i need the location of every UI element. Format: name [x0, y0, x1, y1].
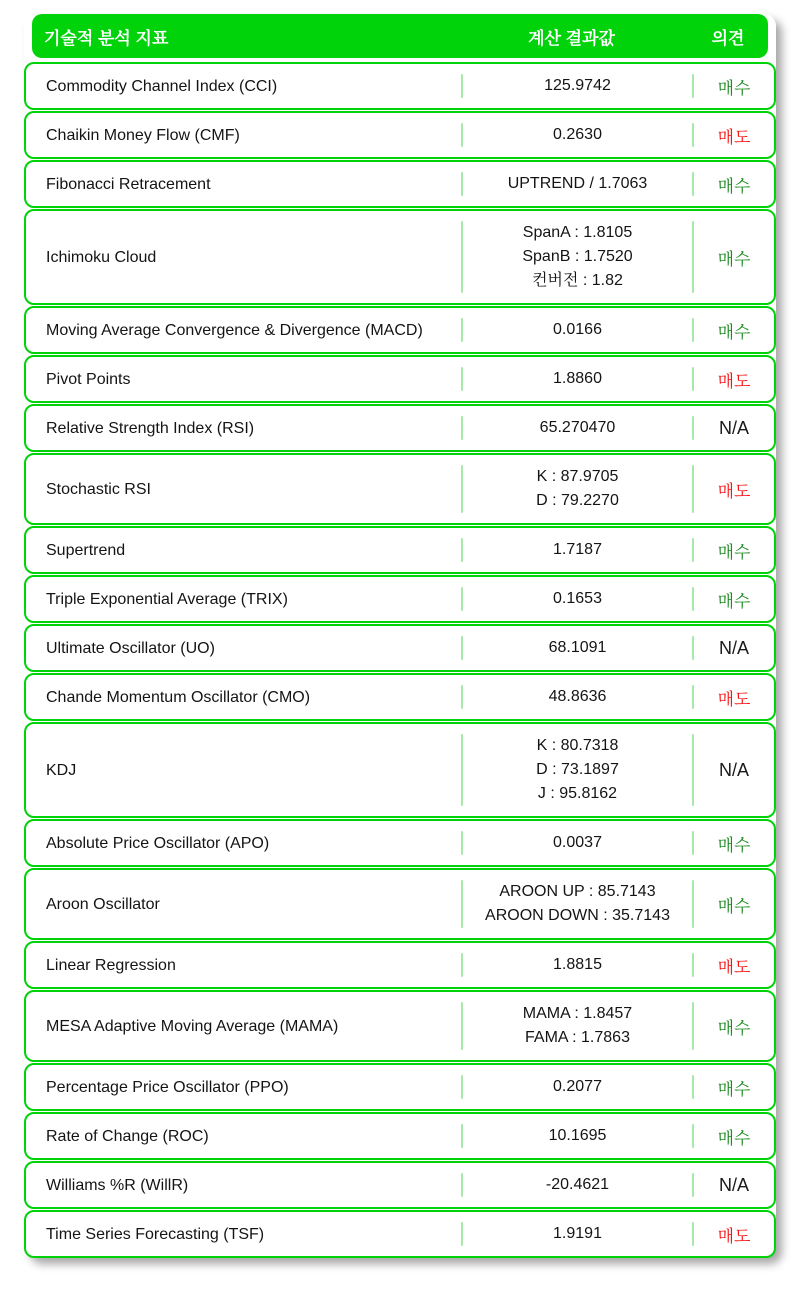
indicator-value-line: 0.2630	[553, 126, 602, 143]
indicator-value-line: SpanA : 1.8105	[522, 224, 633, 241]
indicator-value	[463, 308, 692, 352]
indicator-value-line: -20.4621	[545, 1176, 610, 1193]
indicator-name: Stochastic RSI	[46, 480, 151, 498]
opinion-label: N/A	[718, 637, 749, 658]
opinion-label: 매도	[717, 371, 751, 391]
indicator-value-line: 0.0037	[553, 834, 602, 851]
indicator-name: Time Series Forecasting (TSF)	[46, 1225, 265, 1243]
indicator-value-line: 10.1695	[548, 1127, 607, 1144]
indicator-value-line: 1.7187	[553, 541, 602, 558]
indicator-value-line: SpanB : 1.7520	[522, 248, 633, 265]
indicator-name: Commodity Channel Index (CCI)	[46, 77, 278, 95]
opinion-label: 매수	[717, 835, 751, 855]
indicator-value-line: FAMA : 1.7863	[525, 1029, 630, 1046]
table-row	[24, 62, 776, 110]
indicator-value	[463, 1212, 692, 1256]
header-opinion-column: 의견	[711, 28, 745, 48]
indicator-name: Pivot Points	[46, 370, 131, 388]
indicator-value	[463, 821, 692, 865]
indicator-value	[463, 577, 692, 621]
opinion-label: 매도	[717, 957, 751, 977]
table-row	[24, 941, 776, 989]
table-row	[24, 624, 776, 672]
table-row	[24, 453, 776, 525]
opinion-label: 매수	[717, 249, 751, 269]
indicator-name: Fibonacci Retracement	[46, 175, 211, 193]
indicator-value	[463, 1114, 692, 1158]
table-row	[24, 722, 776, 818]
indicator-value	[463, 113, 692, 157]
opinion-label: 매수	[717, 1018, 751, 1038]
indicator-value	[463, 1065, 692, 1109]
table-row	[24, 1063, 776, 1111]
table-row	[24, 160, 776, 208]
opinion-label: 매수	[717, 896, 751, 916]
indicator-value	[463, 675, 692, 719]
indicator-name: Absolute Price Oscillator (APO)	[46, 834, 270, 852]
indicator-value	[463, 992, 692, 1060]
table-row	[24, 990, 776, 1062]
opinion-label: 매수	[717, 591, 751, 611]
indicator-name: KDJ	[46, 761, 77, 779]
technical-indicator-table	[24, 14, 776, 1258]
opinion-label: 매수	[717, 176, 751, 196]
indicator-name: Chande Momentum Oscillator (CMO)	[46, 688, 311, 706]
indicator-value-line: AROON UP : 85.7143	[499, 883, 656, 900]
table-row	[24, 306, 776, 354]
table-row	[24, 819, 776, 867]
opinion-label: 매수	[717, 78, 751, 98]
indicator-value	[463, 211, 692, 303]
indicator-value-line: D : 79.2270	[536, 492, 619, 509]
indicator-value	[463, 455, 692, 523]
opinion-label: N/A	[718, 417, 749, 438]
header-indicator-column: 기술적 분석 지표	[44, 28, 169, 48]
table-row	[24, 111, 776, 159]
indicator-name: Rate of Change (ROC)	[46, 1127, 209, 1145]
indicator-value	[463, 1163, 692, 1207]
indicator-name: Aroon Oscillator	[46, 895, 160, 913]
indicator-value	[463, 528, 692, 572]
indicator-value-line: 1.8860	[553, 370, 602, 387]
indicator-name: Ultimate Oscillator (UO)	[46, 639, 215, 657]
opinion-label: 매수	[717, 542, 751, 562]
indicator-value	[463, 870, 692, 938]
indicator-value-line: 0.0166	[553, 321, 602, 338]
opinion-label: 매도	[717, 689, 751, 709]
indicator-value	[463, 64, 692, 108]
indicator-value-line: 1.8815	[553, 956, 602, 973]
indicator-name: Relative Strength Index (RSI)	[46, 419, 255, 437]
table-row	[24, 355, 776, 403]
indicator-value	[463, 357, 692, 401]
indicator-value	[463, 162, 692, 206]
indicator-value	[463, 406, 692, 450]
indicator-name: Triple Exponential Average (TRIX)	[46, 590, 288, 608]
table-row	[24, 526, 776, 574]
indicator-value-line: 125.9742	[544, 77, 611, 94]
table-row	[24, 868, 776, 940]
indicator-value-line: 68.1091	[548, 639, 607, 656]
opinion-label: 매도	[717, 1226, 751, 1246]
indicator-name: Linear Regression	[46, 956, 176, 974]
indicator-value	[463, 724, 692, 816]
opinion-label: 매도	[717, 127, 751, 147]
indicator-name: MESA Adaptive Moving Average (MAMA)	[46, 1017, 339, 1035]
table-row	[24, 575, 776, 623]
indicator-name: Ichimoku Cloud	[46, 248, 157, 266]
indicator-value-line: K : 80.7318	[536, 737, 619, 754]
table-row	[24, 673, 776, 721]
table-row	[24, 404, 776, 452]
indicator-value-line: 컨버전 : 1.82	[532, 272, 623, 289]
indicator-value-line: K : 87.9705	[536, 468, 619, 485]
table-row	[24, 1210, 776, 1258]
indicator-value-line: 65.270470	[539, 419, 616, 436]
table-row	[24, 1112, 776, 1160]
indicator-value-line: D : 73.1897	[536, 761, 619, 778]
opinion-label: N/A	[718, 1174, 749, 1195]
indicator-name: Supertrend	[46, 541, 126, 559]
header-value-column: 계산 결과값	[528, 28, 615, 48]
opinion-label: 매수	[717, 1128, 751, 1148]
opinion-label: 매수	[717, 322, 751, 342]
indicator-value	[463, 626, 692, 670]
indicator-value-line: UPTREND / 1.7063	[507, 175, 648, 192]
indicator-name: Williams %R (WillR)	[46, 1176, 189, 1194]
indicator-value-line: J : 95.8162	[537, 785, 618, 802]
indicator-value-line: MAMA : 1.8457	[522, 1005, 633, 1022]
opinion-label: N/A	[718, 759, 749, 780]
table-row	[24, 1161, 776, 1209]
opinion-label: 매도	[717, 481, 751, 501]
table-body	[24, 62, 776, 1258]
indicator-name: Moving Average Convergence & Divergence (MACD)	[46, 321, 423, 339]
indicator-value-line: 0.1653	[553, 590, 602, 607]
indicator-value-line: 48.8636	[548, 688, 607, 705]
indicator-name: Percentage Price Oscillator (PPO)	[46, 1078, 289, 1096]
indicator-value-line: 1.9191	[553, 1225, 602, 1242]
indicator-value-line: AROON DOWN : 35.7143	[485, 907, 670, 924]
indicator-value-line: 0.2077	[553, 1078, 602, 1095]
opinion-label: 매수	[717, 1079, 751, 1099]
indicator-name: Chaikin Money Flow (CMF)	[46, 126, 240, 144]
table-row	[24, 209, 776, 305]
table-header	[32, 14, 768, 58]
indicator-value	[463, 943, 692, 987]
